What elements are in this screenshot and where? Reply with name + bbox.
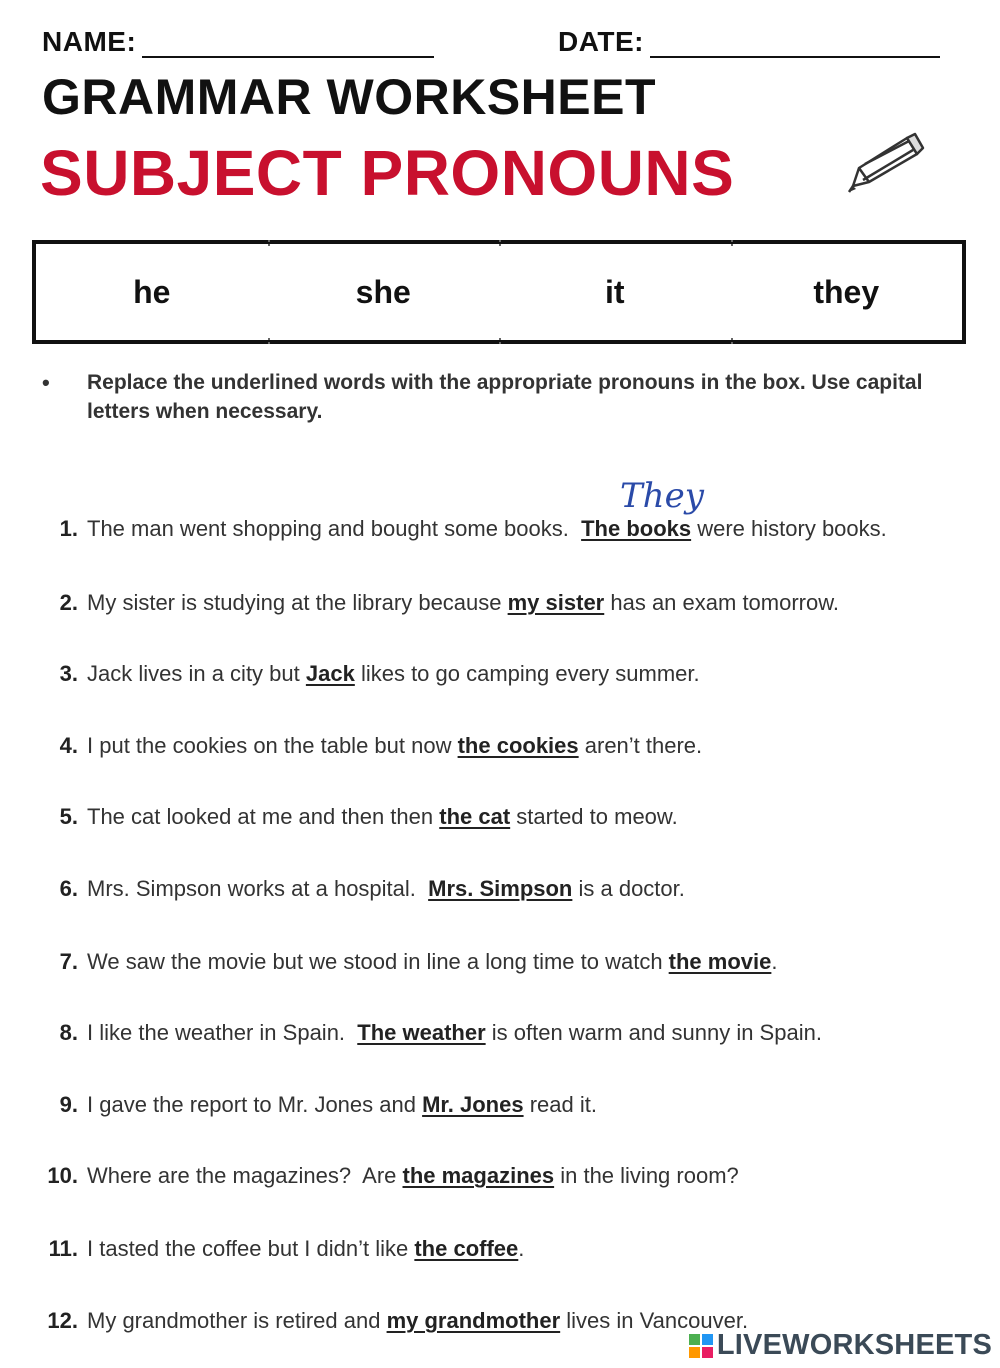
question-number: 10. bbox=[47, 1163, 78, 1188]
underlined-phrase[interactable]: the cookies bbox=[457, 733, 579, 758]
underlined-phrase[interactable]: the movie bbox=[668, 949, 772, 974]
sentence-text: I like the weather in Spain. bbox=[87, 1020, 358, 1045]
sentence-text: The cat looked at me and then then bbox=[87, 804, 440, 829]
topic-title: SUBJECT PRONOUNS bbox=[40, 137, 735, 209]
question-5 bbox=[0, 804, 1000, 838]
question-3 bbox=[0, 661, 1000, 695]
sentence-text: read it. bbox=[523, 1092, 597, 1117]
underlined-phrase[interactable]: Jack bbox=[305, 661, 355, 686]
question-sentence bbox=[87, 516, 887, 542]
underlined-phrase[interactable]: the cat bbox=[439, 804, 511, 829]
worksheet-title: GRAMMAR WORKSHEET bbox=[42, 69, 657, 125]
answer-q1-handwritten[interactable]: They bbox=[620, 476, 704, 516]
sentence-text: Jack lives in a city but bbox=[87, 661, 306, 686]
question-number: 4. bbox=[59, 733, 78, 758]
question-sentence bbox=[87, 804, 678, 830]
sentence-text: started to meow. bbox=[510, 804, 678, 829]
instructions bbox=[42, 368, 952, 426]
sentence-text: My sister is studying at the library because bbox=[87, 590, 508, 615]
question-number: 12. bbox=[47, 1308, 78, 1333]
sentence-text: is often warm and sunny in Spain. bbox=[485, 1020, 822, 1045]
sentence-text: has an exam tomorrow. bbox=[604, 590, 840, 615]
question-1 bbox=[0, 516, 1000, 550]
question-sentence bbox=[87, 661, 700, 687]
sentence-text: I gave the report to Mr. Jones and bbox=[87, 1092, 423, 1117]
question-number: 11. bbox=[48, 1236, 78, 1261]
date-blank-line[interactable] bbox=[650, 30, 940, 58]
underlined-phrase[interactable]: Mr. Jones bbox=[422, 1092, 524, 1117]
sentence-text: We saw the movie but we stood in line a long time to watch bbox=[87, 949, 669, 974]
liveworksheets-logo-icon bbox=[689, 1334, 713, 1358]
question-2 bbox=[0, 590, 1000, 624]
underlined-phrase[interactable]: Mrs. Simpson bbox=[428, 876, 573, 901]
sentence-text: in the living room? bbox=[554, 1163, 739, 1188]
question-sentence bbox=[87, 1163, 739, 1189]
question-9 bbox=[0, 1092, 1000, 1126]
liveworksheets-watermark bbox=[689, 1329, 992, 1362]
date-label: DATE: bbox=[558, 26, 644, 57]
question-11 bbox=[0, 1236, 1000, 1270]
sentence-text: likes to go camping every summer. bbox=[354, 661, 700, 686]
question-sentence bbox=[87, 1020, 822, 1046]
sentence-text: I tasted the coffee but I didn’t like bbox=[87, 1236, 415, 1261]
question-6 bbox=[0, 876, 1000, 910]
sentence-text: lives in Vancouver. bbox=[560, 1308, 749, 1333]
question-number: 8. bbox=[59, 1020, 78, 1045]
question-sentence bbox=[87, 1236, 524, 1262]
question-number: 6. bbox=[59, 876, 78, 901]
underlined-phrase[interactable]: The books bbox=[581, 516, 692, 541]
question-sentence bbox=[87, 1092, 597, 1118]
word-box-item: it bbox=[499, 244, 731, 340]
sentence-text: Where are the magazines? Are bbox=[87, 1163, 403, 1188]
pronoun-word-box bbox=[32, 240, 966, 344]
sentence-text: aren’t there. bbox=[578, 733, 703, 758]
question-number: 3. bbox=[59, 661, 78, 686]
watermark-text: LIVEWORKSHEETS bbox=[716, 1329, 992, 1361]
question-number: 5. bbox=[59, 804, 78, 829]
sentence-text: Mrs. Simpson works at a hospital. bbox=[87, 876, 429, 901]
sentence-text: is a doctor. bbox=[572, 876, 685, 901]
sentence-text: I put the cookies on the table but now bbox=[87, 733, 458, 758]
question-sentence bbox=[87, 1308, 748, 1334]
underlined-phrase[interactable]: the magazines bbox=[402, 1163, 555, 1188]
pencil-icon bbox=[845, 128, 929, 198]
instructions-text: Replace the underlined words with the appropriate pronouns in the box. Use capital letters when necessary. bbox=[87, 371, 923, 423]
underlined-phrase[interactable]: my sister bbox=[507, 590, 605, 615]
underlined-phrase[interactable]: The weather bbox=[357, 1020, 486, 1045]
question-4 bbox=[0, 733, 1000, 767]
sentence-text: My grandmother is retired and bbox=[87, 1308, 387, 1333]
underlined-phrase[interactable]: the coffee bbox=[414, 1236, 519, 1261]
question-sentence bbox=[87, 590, 839, 616]
question-number: 1. bbox=[59, 516, 78, 541]
sentence-text: were history books. bbox=[691, 516, 887, 541]
question-number: 7. bbox=[59, 949, 78, 974]
word-box-item: she bbox=[268, 244, 500, 340]
word-box-item: they bbox=[731, 244, 963, 340]
word-box-item: he bbox=[133, 273, 171, 310]
sentence-text: . bbox=[518, 1236, 525, 1261]
question-7 bbox=[0, 949, 1000, 983]
bullet-icon: • bbox=[42, 370, 50, 395]
name-blank-line[interactable] bbox=[142, 30, 434, 58]
sentence-text: The man went shopping and bought some books. bbox=[87, 516, 582, 541]
question-sentence bbox=[87, 876, 685, 902]
date-field-row bbox=[558, 26, 940, 58]
sentence-text: . bbox=[771, 949, 778, 974]
underlined-phrase[interactable]: my grandmother bbox=[386, 1308, 561, 1333]
name-label: NAME: bbox=[42, 26, 137, 57]
question-8 bbox=[0, 1020, 1000, 1054]
question-sentence bbox=[87, 733, 702, 759]
name-field-row bbox=[42, 26, 434, 58]
question-sentence bbox=[87, 949, 778, 975]
question-10 bbox=[0, 1163, 1000, 1197]
question-number: 9. bbox=[59, 1092, 78, 1117]
question-number: 2. bbox=[59, 590, 78, 615]
